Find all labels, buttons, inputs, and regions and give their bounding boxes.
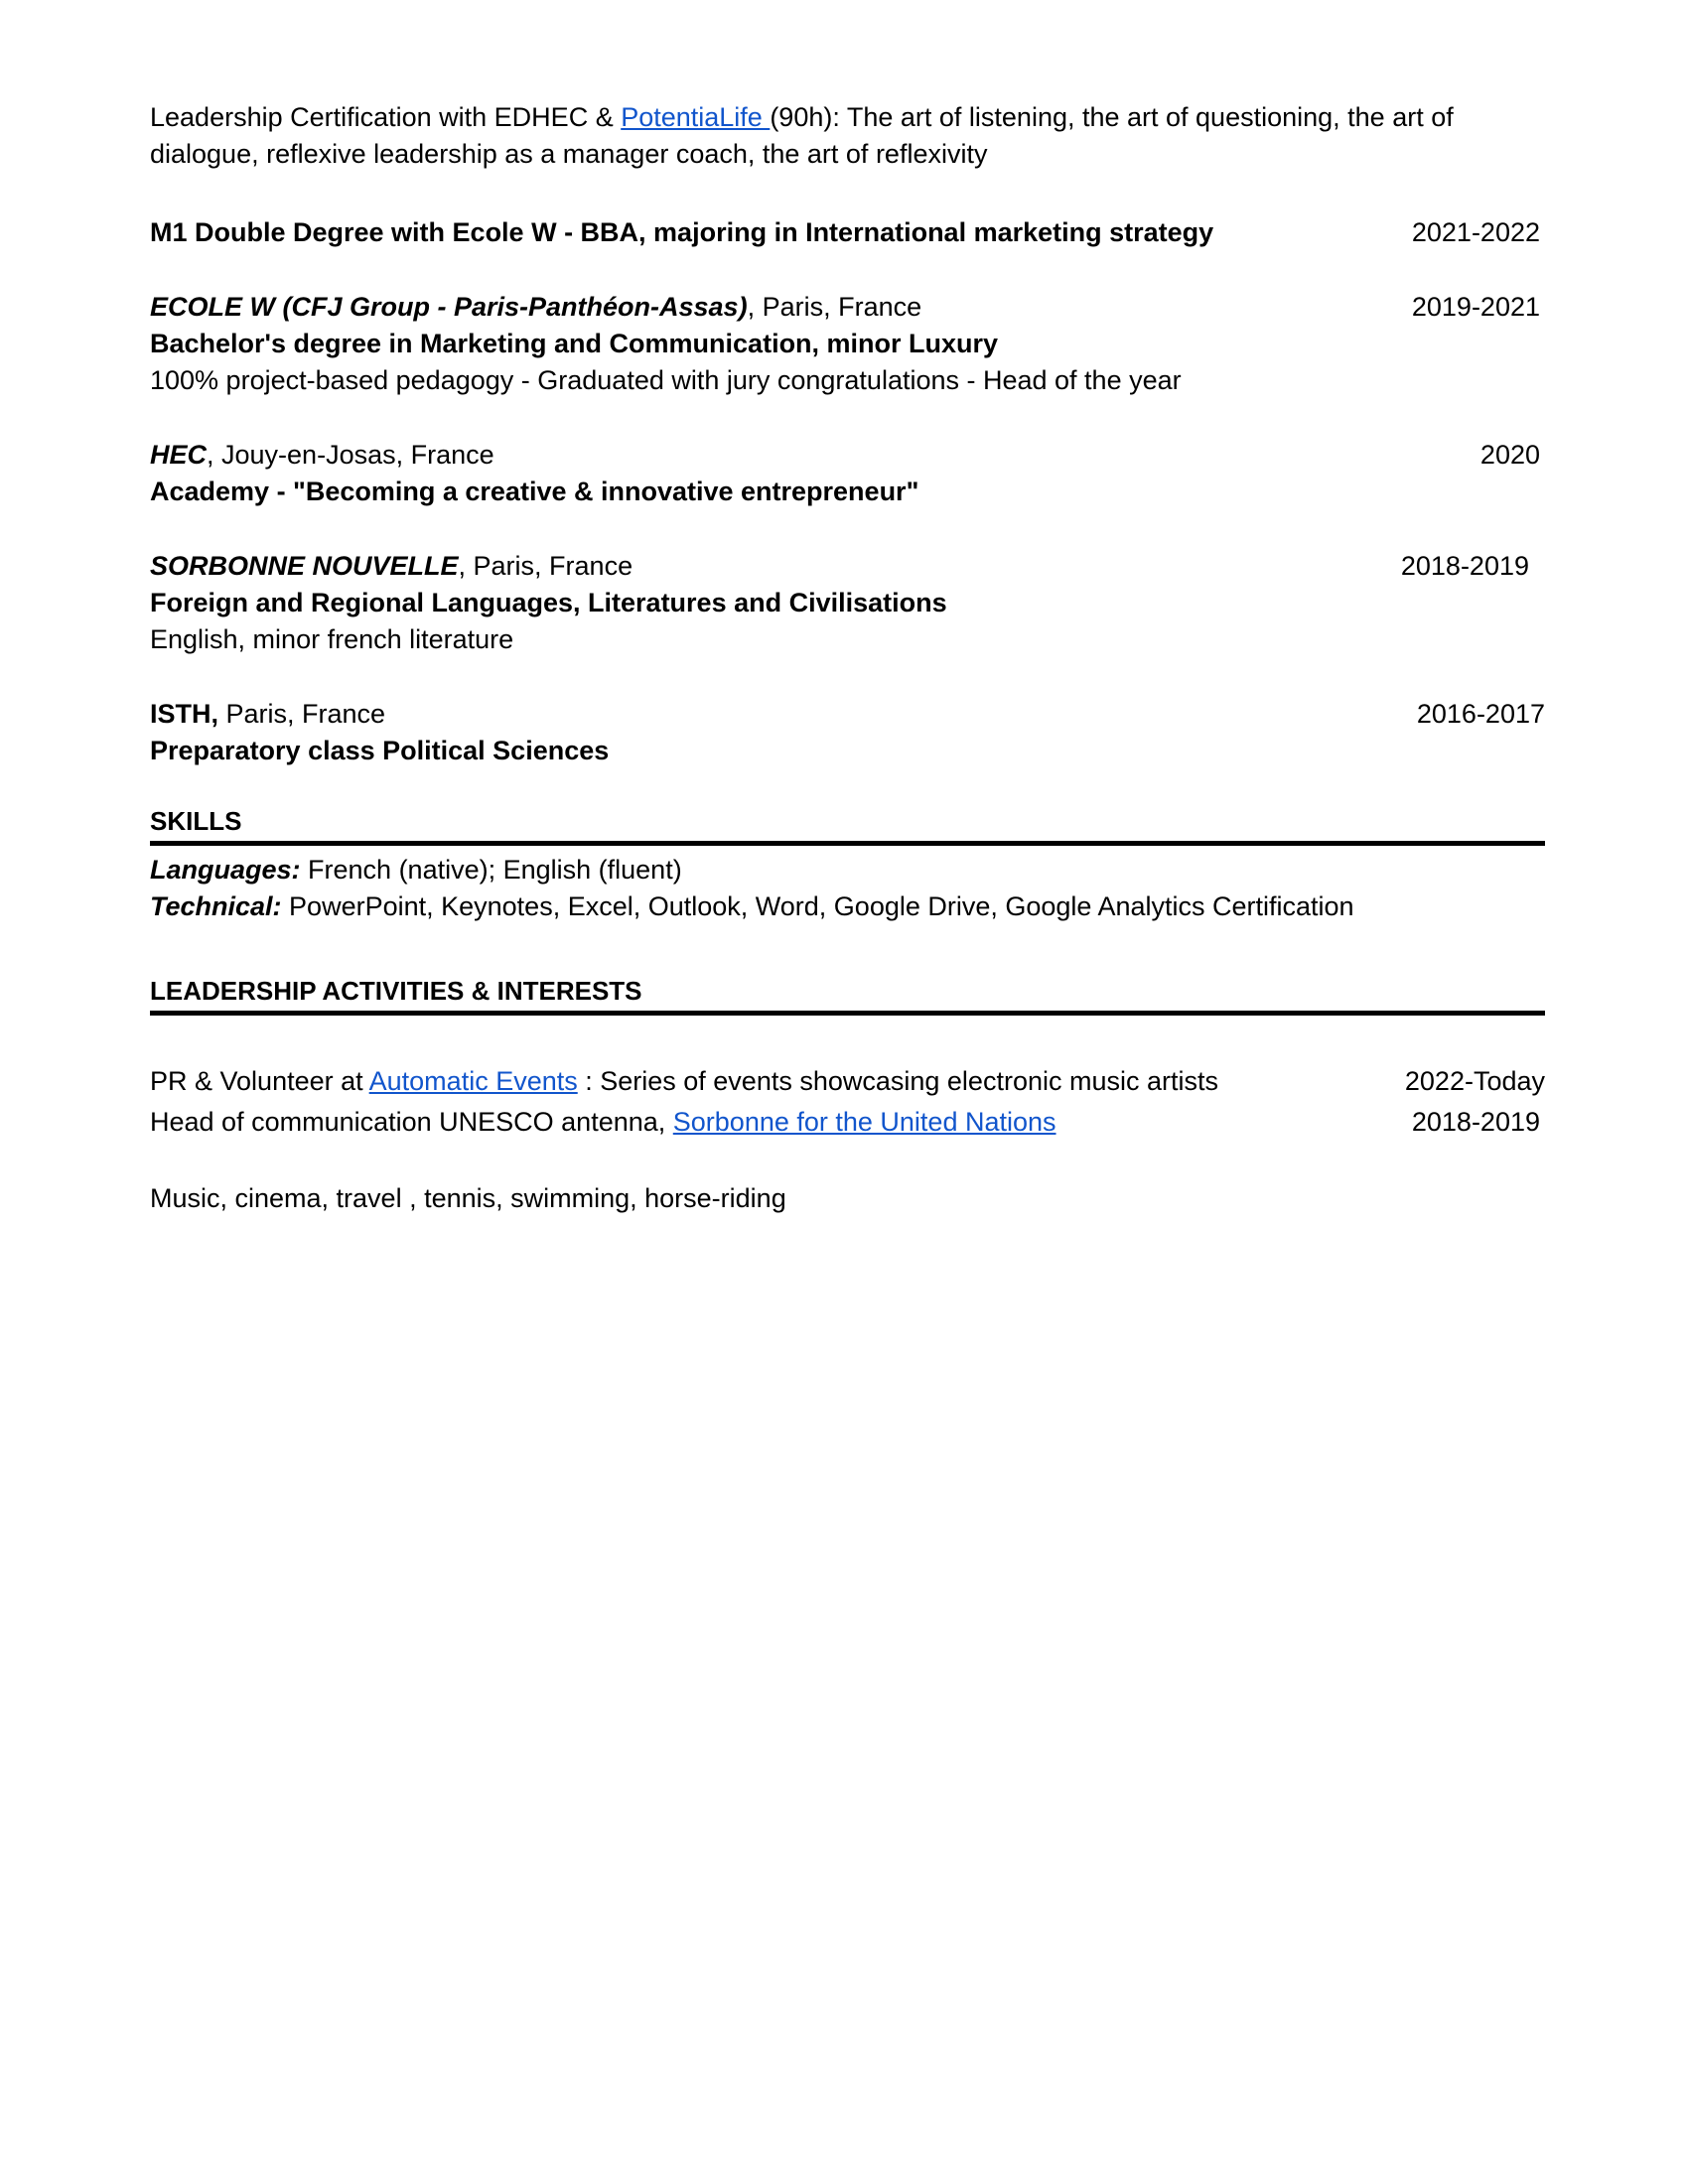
education-hec-degree: Academy - "Becoming a creative & innovative entrepreneur" <box>150 477 919 506</box>
sorbonne-un-link[interactable]: Sorbonne for the United Nations <box>672 1107 1056 1137</box>
skills-languages <box>150 852 1545 888</box>
education-hec-school: HEC <box>150 440 208 470</box>
education-hec-heading <box>150 437 494 474</box>
education-sorbonne-school: SORBONNE NOUVELLE <box>150 551 459 581</box>
education-ecole-w-degree: Bachelor's degree in Marketing and Communication, minor Luxury <box>150 329 999 358</box>
skills-languages-value: French (native); English (fluent) <box>300 855 682 885</box>
education-m1-title: M1 Double Degree with Ecole W - BBA, majoring in International marketing strategy <box>150 217 1214 247</box>
activity-date: 2022-Today <box>1404 1066 1545 1096</box>
skills-heading: SKILLS <box>150 806 242 836</box>
skills-languages-label: Languages: <box>150 855 301 885</box>
resume-page <box>150 99 1545 1217</box>
education-hec-location: , Jouy-en-Josas, France <box>207 440 494 470</box>
education-sorbonne-degree: Foreign and Regional Languages, Literatures and Civilisations <box>150 588 947 617</box>
activity-item <box>150 1102 1545 1143</box>
skills-technical-value: PowerPoint, Keynotes, Excel, Outlook, Word, Google Drive, Google Analytics Certification <box>281 891 1354 921</box>
education-isth-date: 2016-2017 <box>1416 699 1545 729</box>
education-hec <box>150 437 1545 510</box>
activity-text <box>150 1061 1218 1102</box>
education-isth-heading <box>150 696 385 733</box>
certification-line <box>150 99 1545 173</box>
automatic-events-link[interactable]: Automatic Events <box>368 1066 578 1096</box>
education-sorbonne-heading <box>150 548 633 585</box>
education-isth-location: Paris, France <box>218 699 386 729</box>
education-sorbonne-date: 2018-2019 <box>1400 551 1529 581</box>
skills-technical-label: Technical: <box>150 891 282 921</box>
certification-prefix: Leadership Certification with EDHEC & <box>150 102 622 132</box>
education-sorbonne-detail: English, minor french literature <box>150 624 514 654</box>
education-ecole-w-school: ECOLE W (CFJ Group - Paris-Panthéon-Assas) <box>150 292 748 322</box>
certification-suffix: (90h): The art of listening, the art of questioning, the art of dialogue, reflexive leadership as a manager coach, the art of reflexivity <box>150 102 1454 169</box>
interests-line: Music, cinema, travel , tennis, swimming, horse-riding <box>150 1183 786 1213</box>
education-isth-degree: Preparatory class Political Sciences <box>150 736 610 765</box>
leadership-divider <box>150 1011 1545 1016</box>
education-m1-date: 2021-2022 <box>1411 217 1540 247</box>
education-ecole-w-heading <box>150 289 921 326</box>
education-isth-school: ISTH, <box>150 699 219 729</box>
activity-prefix: Head of communication UNESCO antenna, <box>150 1107 673 1137</box>
activity-date: 2018-2019 <box>1411 1107 1540 1137</box>
potentialife-link[interactable]: PotentiaLife <box>621 102 771 132</box>
education-ecole-w <box>150 289 1545 399</box>
education-m1 <box>150 214 1545 251</box>
education-ecole-w-detail: 100% project-based pedagogy - Graduated with jury congratulations - Head of the year <box>150 365 1182 395</box>
education-hec-date: 2020 <box>1479 440 1540 470</box>
activity-text <box>150 1102 1056 1143</box>
education-sorbonne-location: , Paris, France <box>458 551 633 581</box>
activity-prefix: PR & Volunteer at <box>150 1066 369 1096</box>
activity-suffix: : Series of events showcasing electronic music artists <box>577 1066 1218 1096</box>
skills-technical <box>150 888 1545 925</box>
activity-item <box>150 1061 1545 1102</box>
skills-divider <box>150 841 1545 846</box>
education-isth <box>150 696 1545 769</box>
education-ecole-w-location: , Paris, France <box>747 292 922 322</box>
education-sorbonne <box>150 548 1545 658</box>
education-ecole-w-date: 2019-2021 <box>1411 292 1540 322</box>
leadership-heading: LEADERSHIP ACTIVITIES & INTERESTS <box>150 976 642 1006</box>
